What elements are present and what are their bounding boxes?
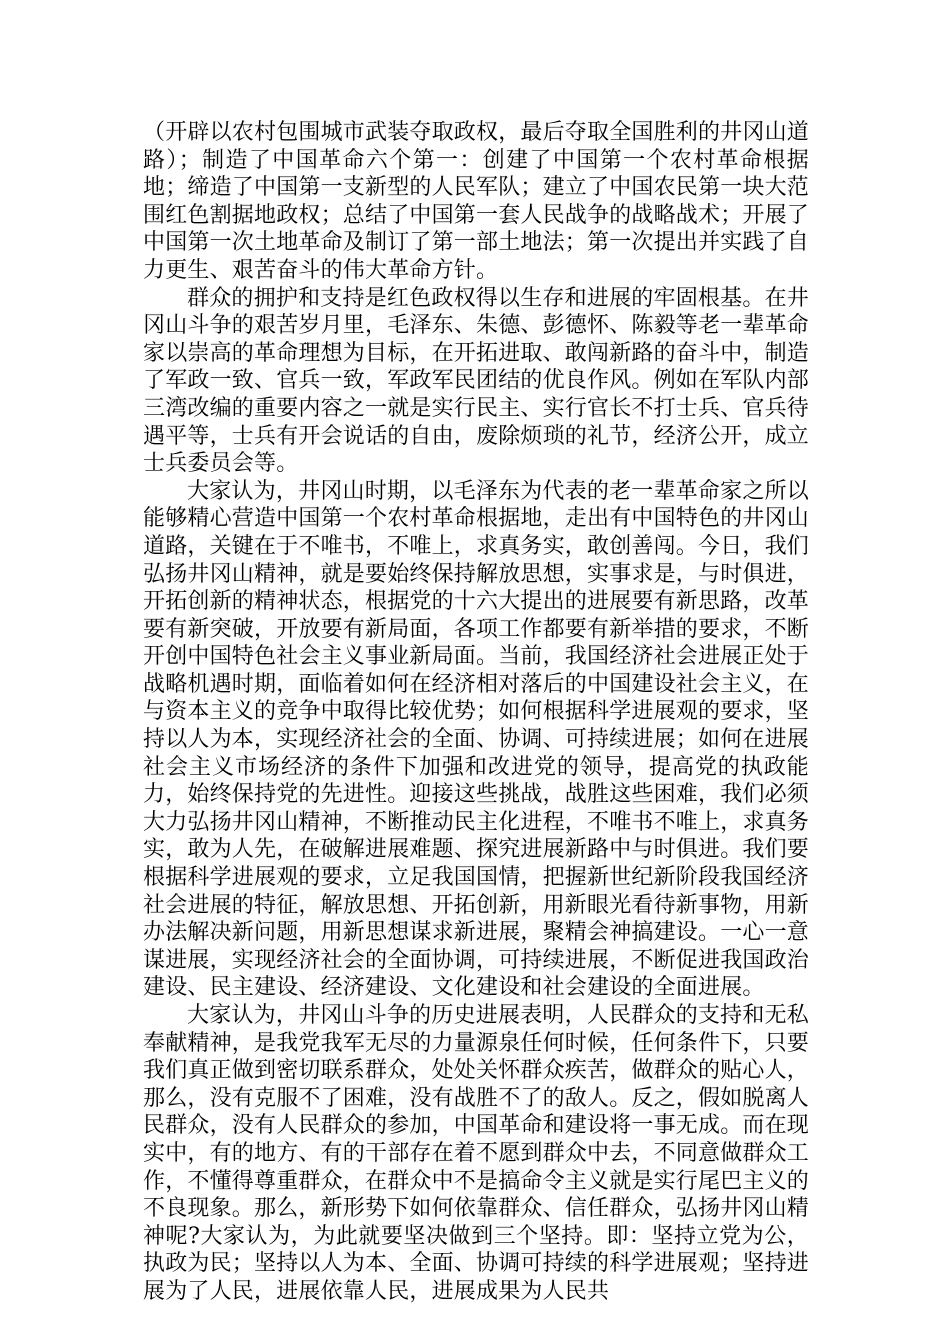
paragraph-4: 大家认为，井冈山斗争的历史进展表明，人民群众的支持和无私奉献精神，是我党我军无尽的力量源泉任何时候，任何条件下，只要我们真正做到密切联系群众，处处关怀群众疾苦，做群众的贴心人，那么，没有克服不了困难，没有战胜不了的敌人。反之，假如脱离人民群众，没有人民群众的参加，中国革命和建设将一事无成。而在现实中，有的地方、有的干部存在着不愿到群众中去，不同意做群众工作，不懂得尊重群众，在群众中不是搞命令主义就是实行尾巴主义的不良现象。那么，新形势下如何依靠群众、信任群众，弘扬井冈山精神呢?大家认为，为此就要坚决做到三个坚持。即：坚持立党为公，执政为民；坚持以人为本、全面、协调可持续的科学进展观；坚持进展为了人民，进展依靠人民，进展成果为人民共 — [143, 1003, 810, 1304]
paragraph-3: 大家认为，井冈山时期，以毛泽东为代表的老一辈革命家之所以能够精心营造中国第一个农村革命根据地，走出有中国特色的井冈山道路，关键在于不唯书，不唯上，求真务实，敢创善闯。今日，我们弘扬井冈山精神，就是要始终保持解放思想，实事求是，与时俱进，开拓创新的精神状态，根据党的十六大提出的进展要有新思路，改革要有新突破，开放要有新局面，各项工作都要有新举措的要求，不断开创中国特色社会主义事业新局面。当前，我国经济社会进展正处于战略机遇时期，面临着如何在经济相对落后的中国建设社会主义，在与资本主义的竞争中取得比较优势；如何根据科学进展观的要求，坚持以人为本，实现经济社会的全面、协调、可持续进展；如何在进展社会主义市场经济的条件下加强和改进党的领导，提高党的执政能力，始终保持党的先进性。迎接这些挑战，战胜这些困难，我们必须大力弘扬井冈山精神，不断推动民主化进程，不唯书不唯上，求真务实，敢为人先，在破解进展难题、探究进展新路中与时俱进。我们要根据科学进展观的要求，立足我国国情，把握新世纪新阶段我国经济社会进展的特征，解放思想、开拓创新，用新眼光看待新事物，用新办法解决新问题，用新思想谋求新进展，聚精会神搞建设。一心一意谋进展，实现经济社会的全面协调，可持续进展，不断促进我国政治建设、民主建设、经济建设、文化建设和社会建设的全面进展。 — [143, 478, 810, 1001]
paragraph-1: （开辟以农村包围城市武装夺取政权，最后夺取全国胜利的井冈山道路）；制造了中国革命六个第一：创建了中国第一个农村革命根据地；缔造了中国第一支新型的人民军队；建立了中国农民第一块大范围红色割据地政权；总结了中国第一套人民战争的战略战术；开展了中国第一次土地革命及制订了第一部土地法；第一次提出并实践了自力更生、艰苦奋斗的伟大革命方针。 — [143, 120, 810, 283]
paragraph-2: 群众的拥护和支持是红色政权得以生存和进展的牢固根基。在井冈山斗争的艰苦岁月里，毛泽东、朱德、彭德怀、陈毅等老一辈革命家以崇高的革命理想为目标，在开拓进取、敢闯新路的奋斗中，制造了军政一致、官兵一致，军政军民团结的优良作风。例如在军队内部三湾改编的重要内容之一就是实行民主、实行官长不打士兵、官兵待遇平等，士兵有开会说话的自由，废除烦琐的礼节，经济公开，成立士兵委员会等。 — [143, 285, 810, 477]
document-page — [143, 119, 809, 1306]
